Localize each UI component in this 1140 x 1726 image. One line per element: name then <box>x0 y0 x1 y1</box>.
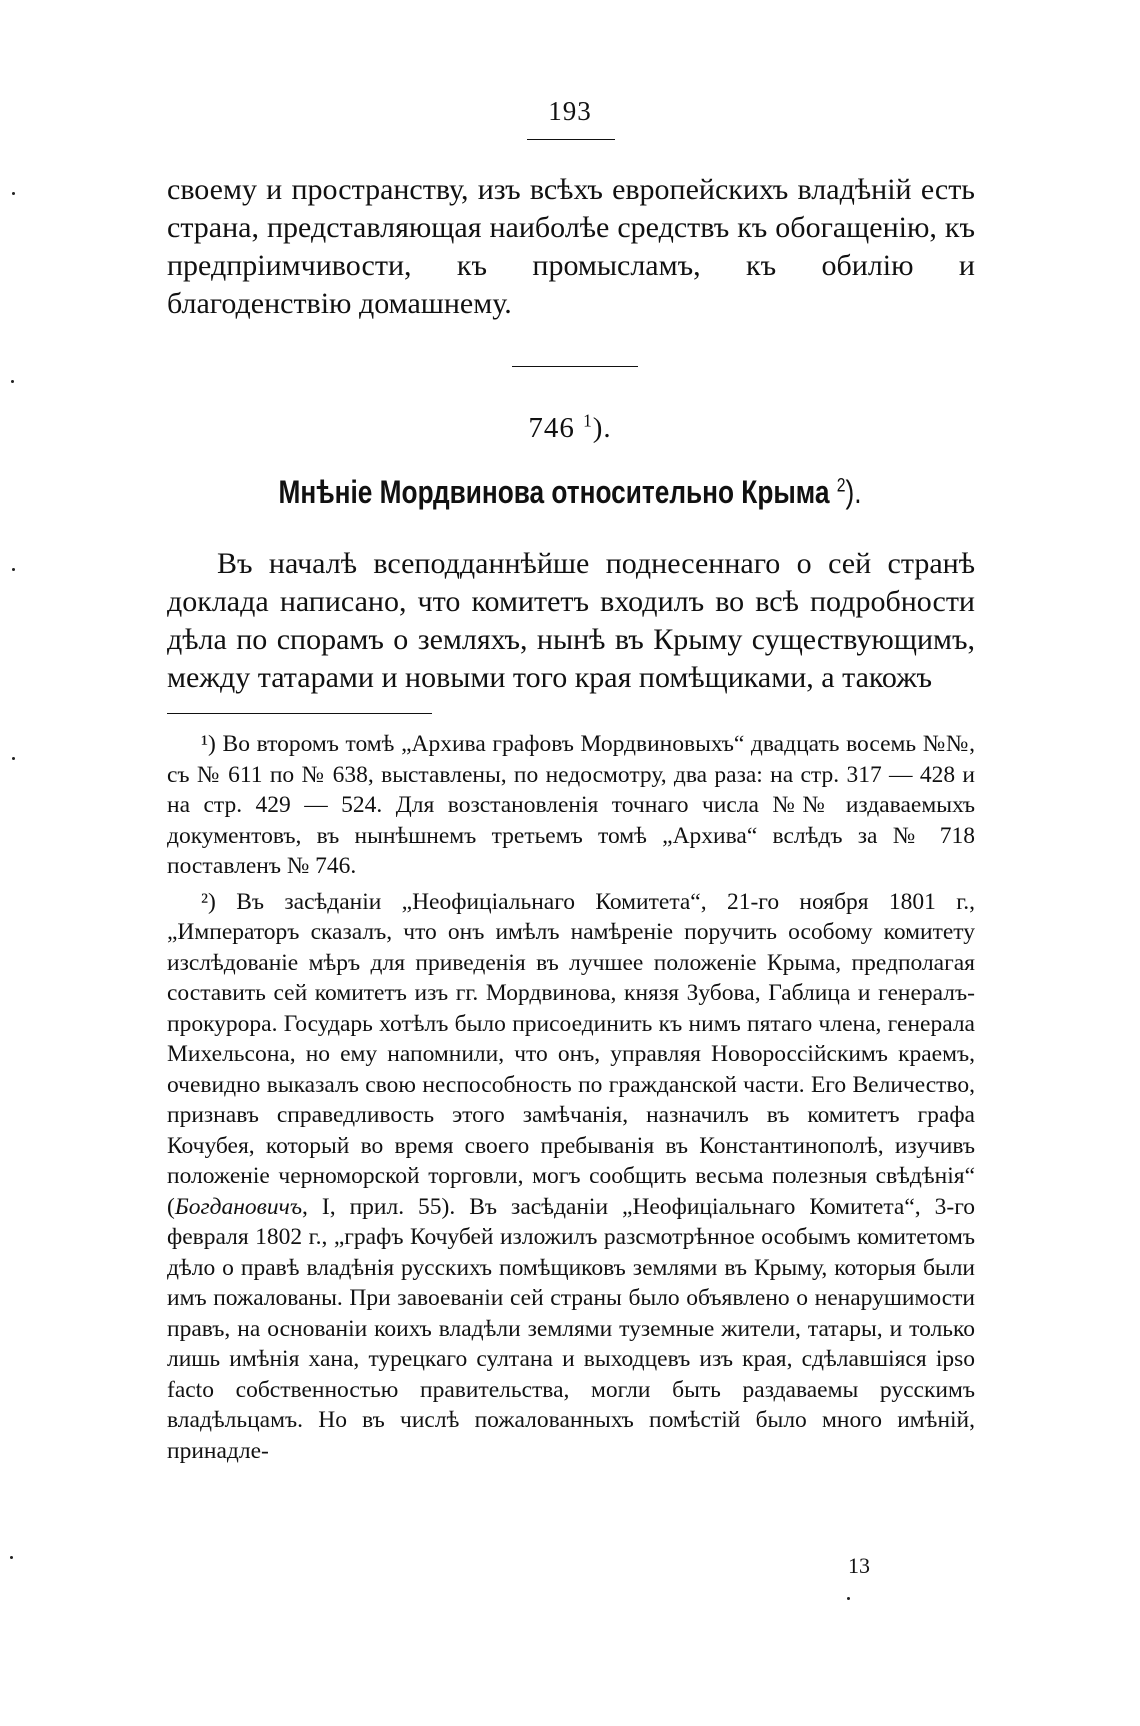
body-paragraph <box>167 545 975 697</box>
document-title-text: Мнѣніе Мордвинова относительно Крыма <box>278 474 830 510</box>
footnote-2-citation: Богдановичъ <box>174 1193 303 1220</box>
footnotes <box>167 729 975 1471</box>
document-title-note: 2 <box>836 475 846 497</box>
page-number: 193 <box>548 96 592 126</box>
section-divider <box>512 366 638 367</box>
scan-speck <box>12 757 15 760</box>
scan-speck <box>847 1597 850 1600</box>
scan-speck <box>11 380 14 383</box>
footnote-2 <box>167 887 975 1467</box>
scan-speck <box>12 568 15 571</box>
document-number-note: 1 <box>583 410 593 431</box>
footnote-2-text: Въ засѣданіи „Неофиціальнаго Комитета“, 21-го ноября 1801 г., „Императоръ сказалъ, что онъ имѣлъ намѣреніе поручить особому комитету изслѣдованіе мѣръ для приведенія въ лучшее положеніе Крыма, предполагая составить сей комитетъ изъ гг. Мордвинова, князя Зубова, Габлица и генералъ-прокурора. Государь хотѣлъ было присоединить къ нимъ пятаго члена, генерала Михельсона, но ему напомнили, что онъ, управляя Новороссійскимъ краемъ, очевидно выказалъ свою неспособность по гражданской части. Его Величество, признавъ справедливость этого замѣчанія, назначилъ въ комитетъ графа Кочубея, который во время своего пребыванія въ Константинополѣ, изучивъ положеніе черноморской торговли, могъ сообщить весьма полезныя свѣдѣнія“ ( <box>167 888 975 1220</box>
footnote-rule <box>167 713 432 714</box>
footnote-2-mark: ²) <box>201 888 216 915</box>
body-text: Въ началѣ всеподданнѣйше поднесеннаго о сей странѣ доклада написано, что комитетъ входилъ во всѣ подробности дѣла по спорамъ о земляхъ, нынѣ въ Крыму существующимъ, между татарами и новыми того края помѣщиками, а такожъ <box>167 547 975 694</box>
footnote-1-mark: ¹) <box>201 731 216 757</box>
footnote-1-text: Во второмъ томѣ „Архива графовъ Мордвиновыхъ“ двадцать восемь №№, съ № 611 по № 638, выставлены, по недосмотру, два раза: на стр. 317 — 428 и на стр. 429 — 524. Для возстановленія точнаго числа №№ издаваемыхъ документовъ, въ нынѣшнемъ третьемъ томѣ „Архива“ вслѣдъ за № 718 поставленъ № 746. <box>167 731 975 879</box>
intro-text: своему и пространству, изъ всѣхъ европейскихъ владѣній есть страна, представляющая наиболѣе средствъ къ обогащенію, къ предпріимчивости, къ промысламъ, къ обилію и благоденствію домашнему. <box>167 173 975 320</box>
signature-mark: 13 <box>848 1553 870 1578</box>
document-number-suffix: ). <box>592 412 612 444</box>
footnote-1 <box>167 729 975 882</box>
document-title-suffix: ). <box>845 474 862 510</box>
document-number <box>0 412 1140 445</box>
intro-paragraph <box>167 171 975 323</box>
page-number-rule <box>527 139 615 140</box>
scan-speck <box>10 1556 13 1559</box>
document-number-value: 746 <box>528 412 575 444</box>
document-title <box>103 474 1038 511</box>
scan-speck <box>12 192 15 195</box>
footnote-2-text-continued: , I, прил. 55). Въ засѣданіи „Неофиціальнаго Комитета“, 3-го февраля 1802 г., „графъ Кочубей изложилъ разсмотрѣнное особымъ комитетомъ дѣло о правѣ владѣнія русскихъ помѣщиковъ землями въ Крыму, которыя были имъ пожалованы. При завоеваніи сей страны было объявлено о ненарушимости правъ, на основаніи коихъ владѣли землями туземные жители, татары, и только лишь имѣнія хана, турецкаго султана и выходцевъ изъ края, сдѣлавшіяся ipso facto собственностью правительства, могли быть раздаваемы русскимъ владѣльцамъ. Но въ числѣ пожалованныхъ помѣстій было много имѣній, принадле- <box>167 1193 975 1464</box>
